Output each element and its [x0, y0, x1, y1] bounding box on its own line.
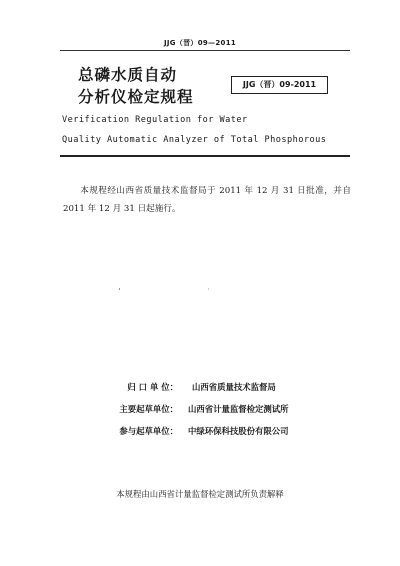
approval-statement: 本规程经山西省质量技术监督局于 2011 年 12 月 31 日批准，并自 2011 年 12 月 31 日起施行。: [63, 186, 351, 214]
title-divider: [60, 155, 350, 157]
unit-value: 中绿环保科技股份有限公司: [188, 426, 289, 436]
unit-label: 参与起草单位：: [119, 426, 178, 436]
interpretation-note: 本规程由山西省计量监督检定测试所负责解释: [116, 489, 284, 499]
scan-speck: [119, 288, 120, 290]
unit-label: 主要起草单位：: [119, 404, 178, 414]
title-line-1: 总磷水质自动: [78, 66, 178, 84]
english-title: [62, 110, 326, 150]
unit-label: 归 口 单 位：: [127, 382, 178, 392]
header-code: JJG（晋）09—2011: [163, 39, 237, 47]
header-divider: [60, 50, 350, 51]
unit-value: 山西省质量技术监督局: [192, 382, 276, 392]
english-title-line-2: Quality Automatic Analyzer of Total Phosphorous: [62, 135, 327, 145]
regulation-code-box: JJG（晋）09-2011: [231, 76, 328, 94]
document-title: [78, 64, 194, 108]
title-line-2: 分析仪检定规程: [78, 88, 194, 106]
unit-value: 山西省计量监督检定测试所: [188, 404, 289, 414]
english-title-line-1: Verification Regulation for Water: [62, 115, 248, 125]
scan-speck: [208, 288, 209, 290]
